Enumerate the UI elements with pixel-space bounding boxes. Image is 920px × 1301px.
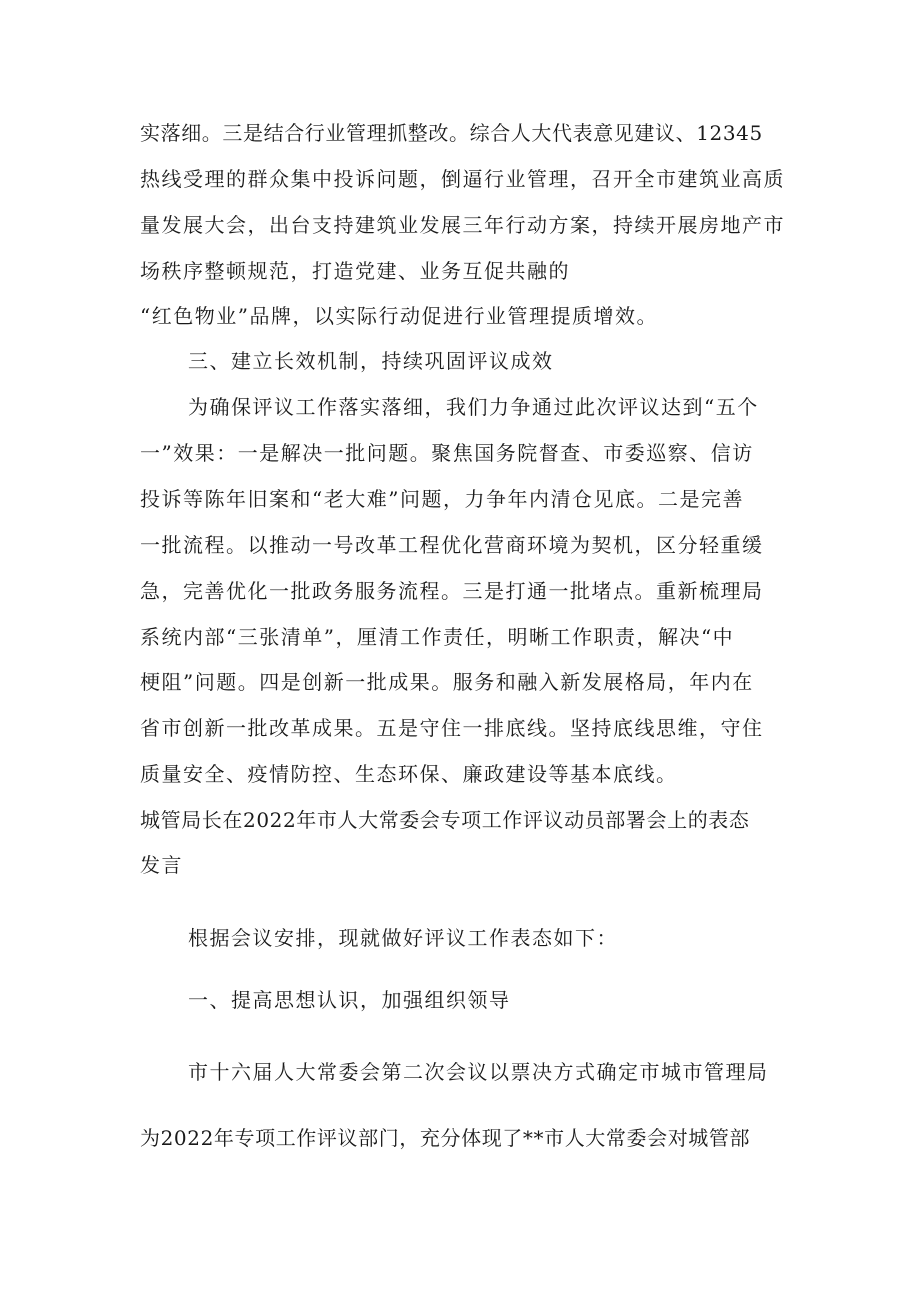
paragraph-line: 一”效果：一是解决一批问题。聚焦国务院督查、市委巡察、信访 [140, 441, 754, 465]
paragraph-line: 热线受理的群众集中投诉问题，倒逼行业管理，召开全市建筑业高质 [140, 167, 785, 191]
paragraph-line: 场秩序整顿规范，打造党建、业务互促共融的 [140, 259, 570, 283]
paragraph-line: 为确保评议工作落实落细，我们力争通过此次评议达到“五个 [188, 395, 759, 419]
section-heading: 三、建立长效机制，持续巩固评议成效 [188, 349, 554, 373]
paragraph-line: 实落细。三是结合行业管理抓整改。综合人大代表意见建议、12345 [140, 121, 763, 145]
paragraph-line: 投诉等陈年旧案和“老大难”问题，力争年内清仓见底。二是完善 [140, 487, 744, 511]
document-title: 城管局长在2022年市人大常委会专项工作评议动员部署会上的表态 [140, 808, 750, 832]
paragraph-line: 市十六届人大常委会第二次会议以票决方式确定市城市管理局 [188, 1060, 769, 1084]
paragraph-line: 质量安全、疫情防控、生态环保、廉政建设等基本底线。 [140, 762, 678, 786]
document-title-continued: 发言 [140, 853, 183, 877]
paragraph-line: 梗阻”问题。四是创新一批成果。服务和融入新发展格局，年内在 [140, 670, 754, 694]
paragraph-line: 根据会议安排，现就做好评议工作表态如下： [188, 926, 618, 950]
paragraph-line: 省市创新一批改革成果。五是守住一排底线。坚持底线思维，守住 [140, 716, 764, 740]
paragraph-line: 量发展大会，出台支持建筑业发展三年行动方案，持续开展房地产市 [140, 213, 785, 237]
paragraph-line: 一批流程。以推动一号改革工程优化营商环境为契机，区分轻重缓 [140, 533, 764, 557]
paragraph-line: 为2022年专项工作评议部门，充分体现了**市人大常委会对城管部 [140, 1126, 751, 1150]
paragraph-line: 急，完善优化一批政务服务流程。三是打通一批堵点。重新梳理局 [140, 579, 764, 603]
section-heading: 一、提高思想认识，加强组织领导 [188, 988, 511, 1012]
paragraph-line: 系统内部“三张清单”，厘清工作责任，明晰工作职责，解决“中 [140, 625, 735, 649]
paragraph-line: “红色物业”品牌，以实际行动促进行业管理提质增效。 [140, 304, 658, 328]
